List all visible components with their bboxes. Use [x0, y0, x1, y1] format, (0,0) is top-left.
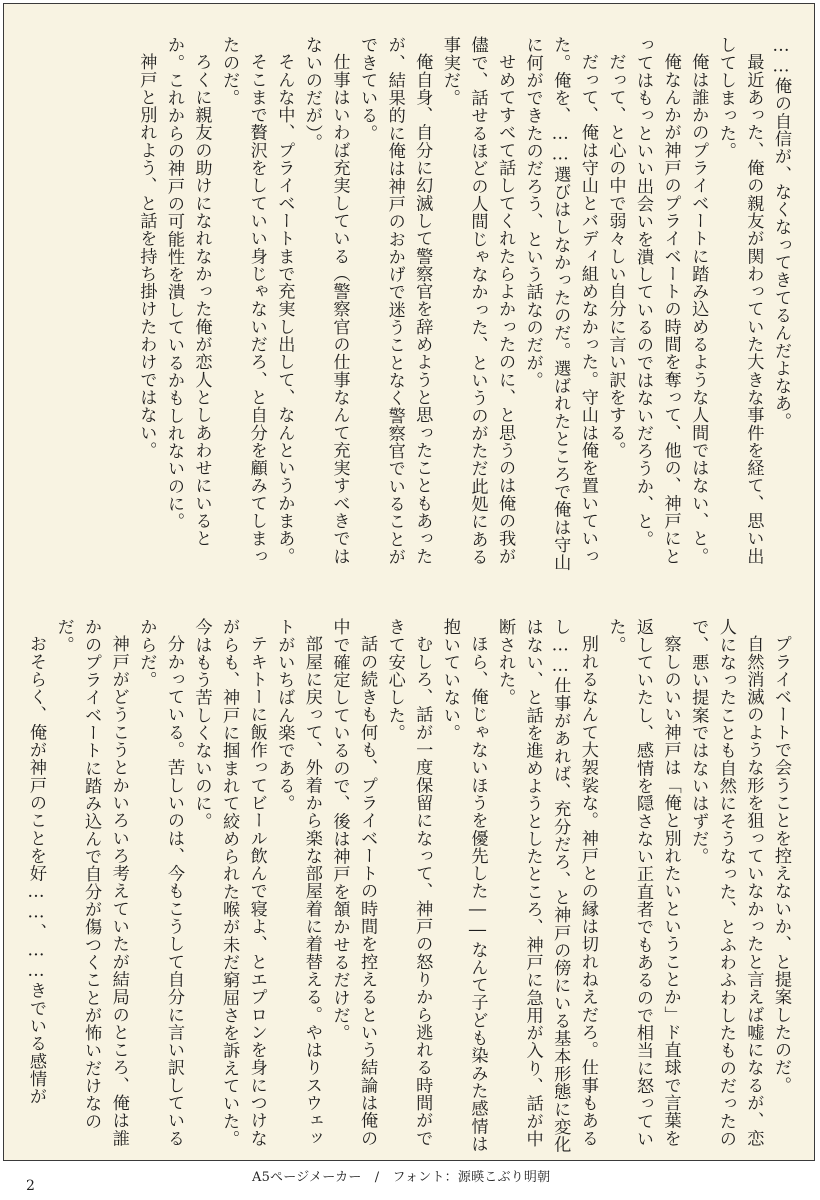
top-paragraph: ……俺の自信が、なくなってきてるんだよなあ。 [771, 36, 791, 430]
page-frame [3, 3, 815, 1161]
bottom-paragraph: 神戸がどうこうとかいろいろ考えていたが結局のところ、俺は誰かのプライベートに踏み込んで自分が傷つくことが怖いだけなのだ。 [53, 618, 129, 1148]
top-paragraph: 俺は誰かのプライベートに踏み込めるような人間ではない、と。 [688, 53, 709, 566]
bottom-paragraph: 分かっている。苦しいのは、今もこうして自分に言い訳しているからだ。 [136, 618, 184, 1148]
footer-credit: A5ページメーカー / フォント：源暎こぶり明朝 [252, 1170, 551, 1185]
top-paragraph: ろくに親友の助けになれなかった俺が恋人としあわせにいるとか。これからの神戸の可能性を潰しているかもしれないのに。 [163, 36, 212, 548]
top-paragraph: だって、俺は守山とバディ組めなかった。守山は俺を置いていった。俺を、……選びはしなかったのだ。選ばれたところで俺は守山に何ができたのだろう、という話なのだが。 [522, 36, 598, 572]
top-paragraph: 最近あった、俺の親友が関わっていた大きな事件を経て、思い出してしまった。 [715, 36, 764, 566]
bottom-text-block [25, 618, 794, 1154]
top-paragraph: そこまで贅沢をしていい身じゃないだろ、と自分を顧みてしまったのだ。 [219, 36, 267, 566]
bottom-paragraph: 話の続きも何も、プライベートの時間を控えるという結論は俺の中で確定しているので、後は神戸を頷かせるだけだ。 [329, 618, 378, 1148]
bottom-paragraph: 察しのいい神戸は「俺と別れたいということか」ド直球で言葉を返していたし、感情を隠さない正直者でもあるので相当に怒っていた。 [605, 618, 681, 1148]
top-paragraph: そんな中、プライベートまで充実し出して、なんというかまあ。 [274, 53, 295, 566]
top-paragraph: 神戸と別れよう、と話を持ち掛けたわけではない。 [136, 53, 157, 460]
top-paragraph: 俺なんかが神戸のプライベートの時間を奪って、他の、神戸にとってはもっといい出会いを潰しているのではないだろうか、と。 [633, 36, 681, 566]
bottom-paragraph: ほら、俺じゃないほうを優先した――なんて子ども染みた感情は抱いていない。 [439, 618, 488, 1153]
page-number: 2 [26, 1178, 35, 1194]
top-paragraph: だって、と心の中で弱々しい自分に言い訳をする。 [605, 53, 626, 460]
top-paragraph: せめてすべて話してくれたらよかったのに、と思うのは俺の我が儘で、話せるほどの人間じゃなかった、というのがただ此処にある事実だ。 [439, 36, 516, 566]
bottom-paragraph: むしろ、話が一度保留になって、神戸の怒りから逃れる時間ができて安心した。 [384, 618, 433, 1148]
bottom-paragraph: 自然消滅のような形を狙っていなかったと言えば嘘になるが、恋人になったことも自然にそうなった、とふわふわしたものだったので、悪い提案ではないはずだ。 [688, 618, 764, 1148]
bottom-paragraph: プライベートで会うことを控えないか、と提案したのだ。 [771, 635, 791, 1095]
bottom-paragraph: 別れるなんて大袈裟な。神戸との縁は切れねえだろ。仕事もあるし……仕事があれば、充分だろ、と神戸の傍にいる基本形態に変化はない、と話を進めようとしたところ、神戸に急用が入り、話が中断された。 [495, 618, 598, 1154]
bottom-paragraph: テキトーに飯作ってビール飲んで寝よ、とエプロンを身につけながらも、神戸に掴まれて絞められた喉が未だ窮屈さを訴えていた。今はもう苦しくないのに。 [191, 618, 267, 1148]
page-footer [0, 1166, 820, 1196]
bottom-paragraph: おそらく、俺が神戸のことを好……、……きでいる感情が [25, 635, 46, 1106]
top-paragraph: 仕事はいわば充実している（警察官の仕事なんて充実すべきではないのだが）。 [301, 36, 350, 566]
top-text-block [34, 36, 794, 574]
top-paragraph: 俺自身、自分に幻滅して警察官を辞めようと思ったこともあったが、結果的に俺は神戸のおかげで迷うことなく警察官でいることができている。 [357, 36, 433, 566]
bottom-paragraph: 部屋に戻って、外着から楽な部屋着に着替える。やはりスウェットがいちばん楽である。 [274, 618, 322, 1148]
